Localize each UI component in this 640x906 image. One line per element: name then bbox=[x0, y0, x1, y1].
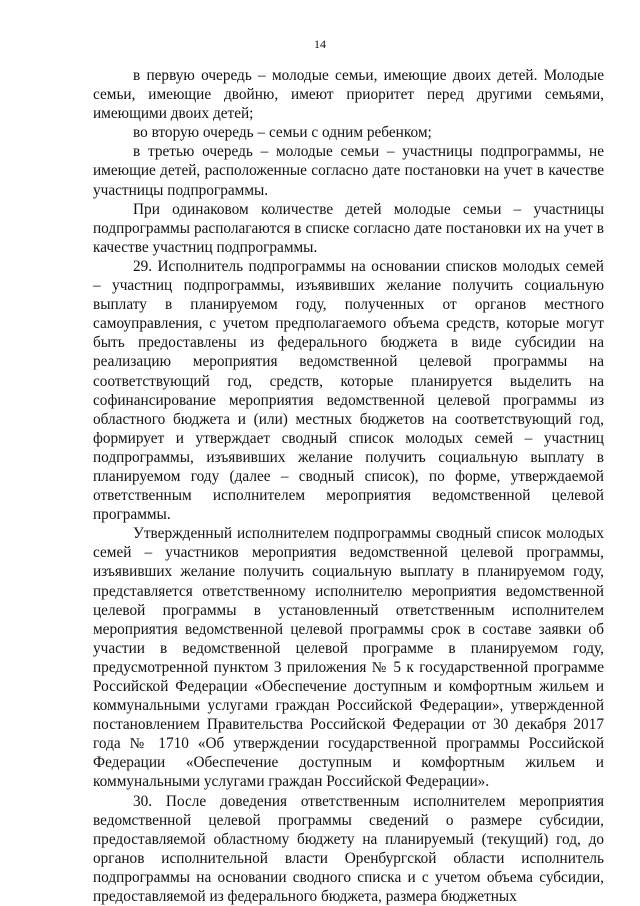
paragraph-equal-children: При одинаковом количестве детей молодые семьи – участницы подпрограммы располагаются в списке согласно дате постановки их на учет в качестве участниц подпрограммы. bbox=[93, 200, 604, 256]
paragraph-priority-second: во вторую очередь – семьи с одним ребенком; bbox=[133, 124, 432, 142]
body-text bbox=[93, 66, 604, 906]
paragraph-clause-30: 30. После доведения ответственным исполнителем мероприятия ведомственной целевой программы сведений о размере субсидии, предоставляемой областному бюджету на планируемый (текущий) год, до органов исполнительной власти Оренбургской области исполнитель подпрограммы на основании сводного списка и с учетом объема субсидии, предоставляемой из федерального бюджета, размера бюджетных bbox=[93, 792, 604, 906]
paragraph-clause-29: 29. Исполнитель подпрограммы на основании списков молодых семей – участниц подпрограммы, изъявивших желание получить социальную выплату в планируемом году, полученных от органов местного самоуправления, с учетом предполагаемого объема средств, которые могут быть предоставлены из федерального бюджета в виде субсидии на реализацию мероприятия ведомственной целевой программы на соответствующий год, средств, которые планируется выделить на софинансирование мероприятия ведомственной целевой программы из областного бюджета и (или) местных бюджетов на соответствующий год, формирует и утверждает сводный список молодых семей – участниц подпрограммы, изъявивших желание получить социальную выплату в планируемом году (далее – сводный список), по форме, утверждаемой ответственным исполнителем мероприятия ведомственной целевой программы. bbox=[93, 257, 604, 524]
paragraph-priority-first: в первую очередь – молодые семьи, имеющие двоих детей. Молодые семьи, имеющие двойню, имеют приоритет перед другими семьями, имеющими двоих детей; bbox=[93, 67, 604, 123]
page-number: 14 bbox=[314, 37, 326, 51]
paragraph-approved-list: Утвержденный исполнителем подпрограммы сводный список молодых семей – участников мероприятия ведомственной целевой программы, изъявивших желание получить социальную выплату в планируемом году, представляется ответственному исполнителю мероприятия ведомственной целевой программы в установленный ответственным исполнителем мероприятия ведомственной целевой программы срок в составе заявки об участии в ведомственной целевой программе в планируемом году, предусмотренной пунктом 3 приложения № 5 к государственной программе Российской Федерации «Обеспечение доступным и комфортным жильем и коммунальными услугами граждан Российской Федерации», утвержденной постановлением Правительства Российской Федерации от 30 декабря 2017 года № 1710 «Об утверждении государственной программы Российской Федерации «Обеспечение доступным и комфортным жильем и коммунальными услугами граждан Российской Федерации». bbox=[93, 525, 604, 791]
paragraph-priority-third: в третью очередь – молодые семьи – участницы подпрограммы, не имеющие детей, расположенные согласно дате постановки на учет в качестве участницы подпрограммы. bbox=[93, 143, 604, 199]
